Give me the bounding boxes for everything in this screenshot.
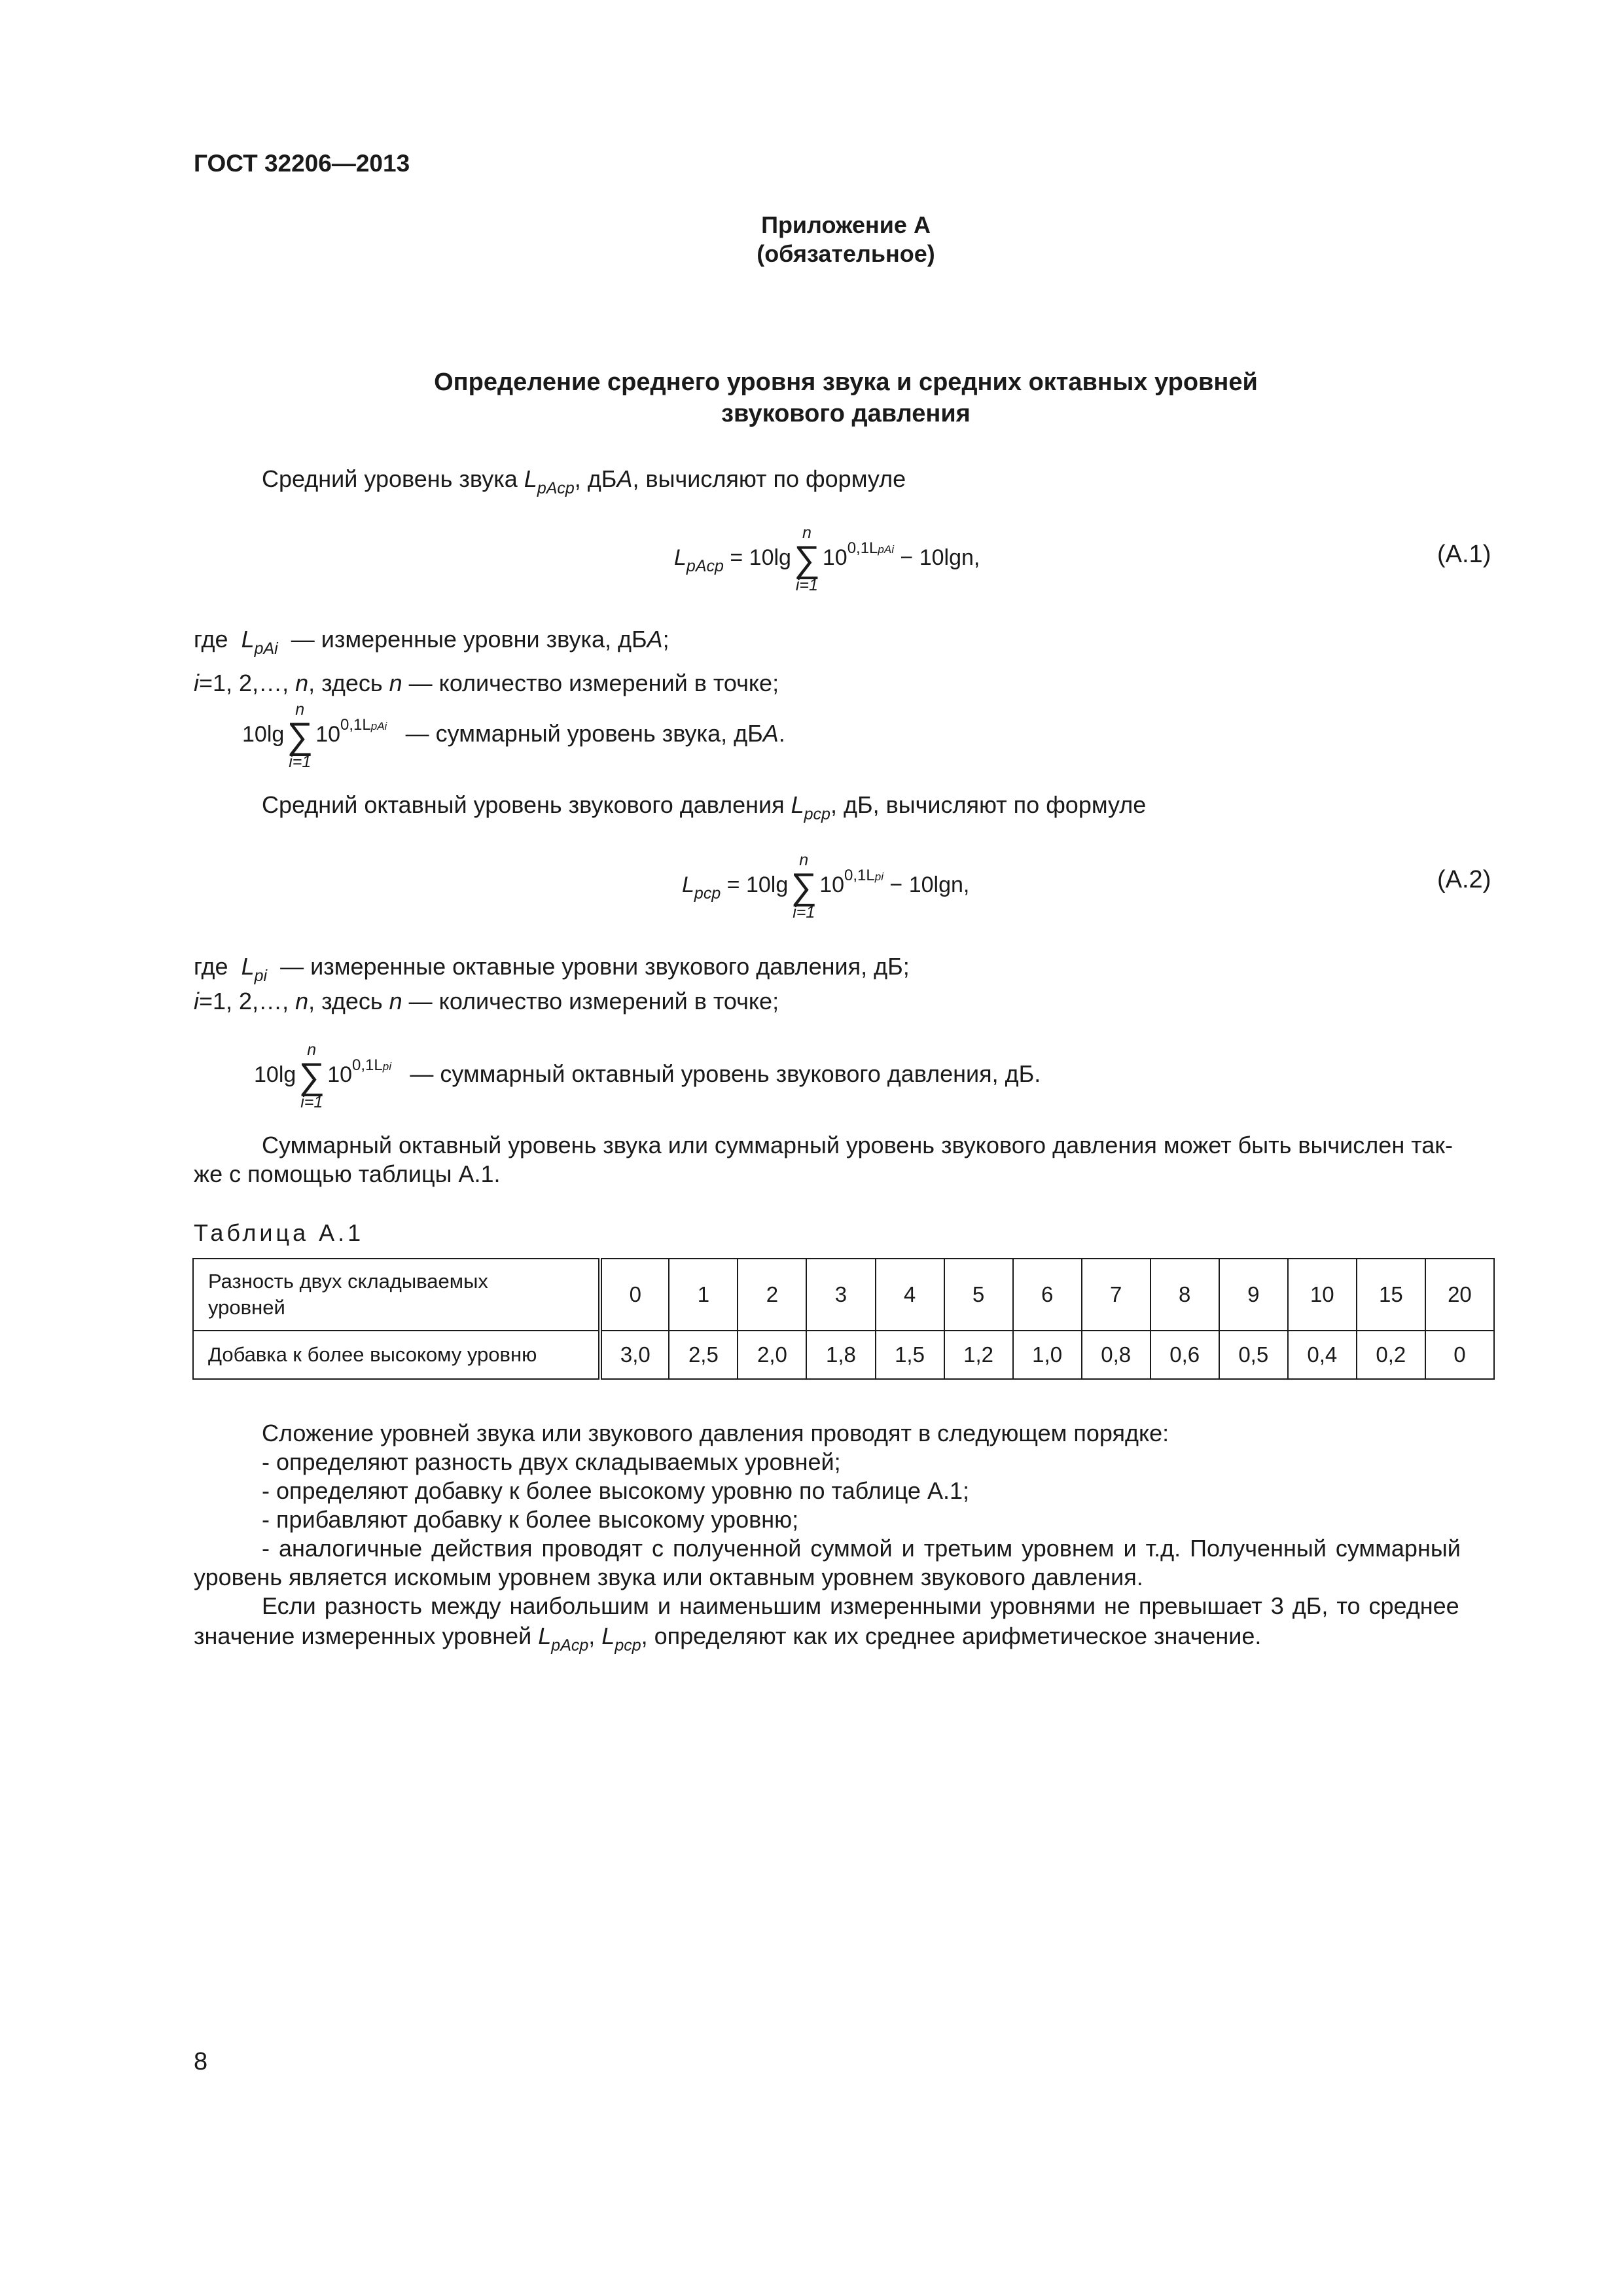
cell-diff: 20 <box>1425 1259 1494 1331</box>
row-label-difference: Разность двух складываемых уровней <box>193 1259 600 1331</box>
table-reference-paragraph-line2: же с помощью таблицы А.1. <box>194 1160 501 1187</box>
procedure-step-4-line2: уровень является искомым уровнем звука или октавным уровнем звукового давления. <box>194 1564 1143 1590</box>
cell-add: 2,0 <box>738 1331 806 1379</box>
cell-diff: 8 <box>1150 1259 1219 1331</box>
definition-sum-octave-level: 10lg n ∑ i=1 $10^{0,1Lpi}$ — суммарный октавный уровень звукового давления, дБ. <box>254 1041 1041 1111</box>
table-reference-paragraph-line1: Суммарный октавный уровень звука или суммарный уровень звукового давления может быть вычислен так- <box>262 1132 1454 1158</box>
appendix-title: Приложение А <box>761 211 931 238</box>
cell-diff: 10 <box>1288 1259 1357 1331</box>
appendix-status: (обязательное) <box>757 240 935 267</box>
cell-diff: 2 <box>738 1259 806 1331</box>
cell-diff: 5 <box>944 1259 1013 1331</box>
cell-diff: 3 <box>806 1259 875 1331</box>
equation-number-a2: (А.2) <box>1437 866 1491 893</box>
formula-a2: $L_{pcp} = 10\lg$ n ∑ i=1 $10^{0,1Lpi} - 10\lg n$, <box>682 851 970 922</box>
cell-add: 2,5 <box>669 1331 738 1379</box>
cell-diff: 4 <box>876 1259 944 1331</box>
definition-sum-level: 10lg n ∑ i=1 $10^{0,1LpAi}$ — суммарный уровень звука, дБА. <box>242 700 785 771</box>
final-paragraph-line1: Если разность между наибольшим и наименьшим измеренными уровнями не превышает 3 дБ, то среднее <box>262 1592 1459 1619</box>
cell-diff: 0 <box>600 1259 669 1331</box>
definition-i-n-2: i=1, 2,…, n, здесь n — количество измерений в точке; <box>194 988 779 1014</box>
cell-diff: 1 <box>669 1259 738 1331</box>
section-title-line2: звукового давления <box>721 400 971 427</box>
cell-add: 3,0 <box>600 1331 669 1379</box>
procedure-step-2: - определяют добавку к более высокому уровню по таблице А.1; <box>262 1477 969 1504</box>
table-row-difference <box>193 1259 1494 1331</box>
cell-diff: 15 <box>1357 1259 1425 1331</box>
definition-lpai: где $L_{pAi}$ — измеренные уровни звука, дБА; <box>194 626 669 658</box>
cell-add: 0,4 <box>1288 1331 1357 1379</box>
table-caption: Таблица А.1 <box>194 1219 365 1246</box>
cell-add: 0,2 <box>1357 1331 1425 1379</box>
intro-paragraph-1: Средний уровень звука $L_{pAcp}$, дБА, вычисляют по формуле <box>262 465 906 497</box>
cell-add: 1,2 <box>944 1331 1013 1379</box>
table-row-addition <box>193 1331 1494 1379</box>
section-title-line1: Определение среднего уровня звука и средних октавных уровней <box>434 368 1258 396</box>
page-number: 8 <box>194 2048 208 2075</box>
cell-diff: 7 <box>1082 1259 1150 1331</box>
formula-a1: $L_{pAcp} = 10\lg$ n ∑ i=1 $10^{0,1LpAi} - 10\lg n$, <box>674 524 980 594</box>
cell-add: 1,0 <box>1013 1331 1082 1379</box>
cell-add: 1,5 <box>876 1331 944 1379</box>
cell-diff: 9 <box>1219 1259 1288 1331</box>
procedure-step-4-line1: - аналогичные действия проводят с полученной суммой и третьим уровнем и т.д. Полученный суммарный <box>262 1535 1461 1562</box>
summation-sign: n ∑ i=1 <box>793 524 820 594</box>
row-label-addition: Добавка к более высокому уровню <box>193 1331 600 1379</box>
summation-sign: n ∑ i=1 <box>287 700 313 771</box>
cell-add: 0,8 <box>1082 1331 1150 1379</box>
procedure-step-1: - определяют разность двух складываемых уровней; <box>262 1448 841 1475</box>
final-paragraph-line2: значение измеренных уровней $L_{pAcp}$, $L_{pcp}$, определяют как их среднее арифметическое значение. <box>194 1623 1262 1655</box>
cell-add: 1,8 <box>806 1331 875 1379</box>
intro-paragraph-2: Средний октавный уровень звукового давления $L_{pcp}$, дБ, вычисляют по формуле <box>262 791 1147 823</box>
cell-diff: 6 <box>1013 1259 1082 1331</box>
definition-i-n: i=1, 2,…, n, здесь n — количество измерений в точке; <box>194 670 779 696</box>
equation-number-a1: (А.1) <box>1437 541 1491 568</box>
level-addition-table <box>192 1258 1495 1380</box>
summation-sign: n ∑ i=1 <box>791 851 817 922</box>
definition-lpi: где $L_{pi}$ — измеренные октавные уровни звукового давления, дБ; <box>194 953 910 985</box>
summation-sign: n ∑ i=1 <box>298 1041 325 1111</box>
cell-add: 0 <box>1425 1331 1494 1379</box>
cell-add: 0,6 <box>1150 1331 1219 1379</box>
procedure-intro: Сложение уровней звука или звукового давления проводят в следующем порядке: <box>262 1420 1169 1446</box>
document-code: ГОСТ 32206—2013 <box>194 150 410 177</box>
procedure-step-3: - прибавляют добавку к более высокому уровню; <box>262 1506 799 1533</box>
cell-add: 0,5 <box>1219 1331 1288 1379</box>
